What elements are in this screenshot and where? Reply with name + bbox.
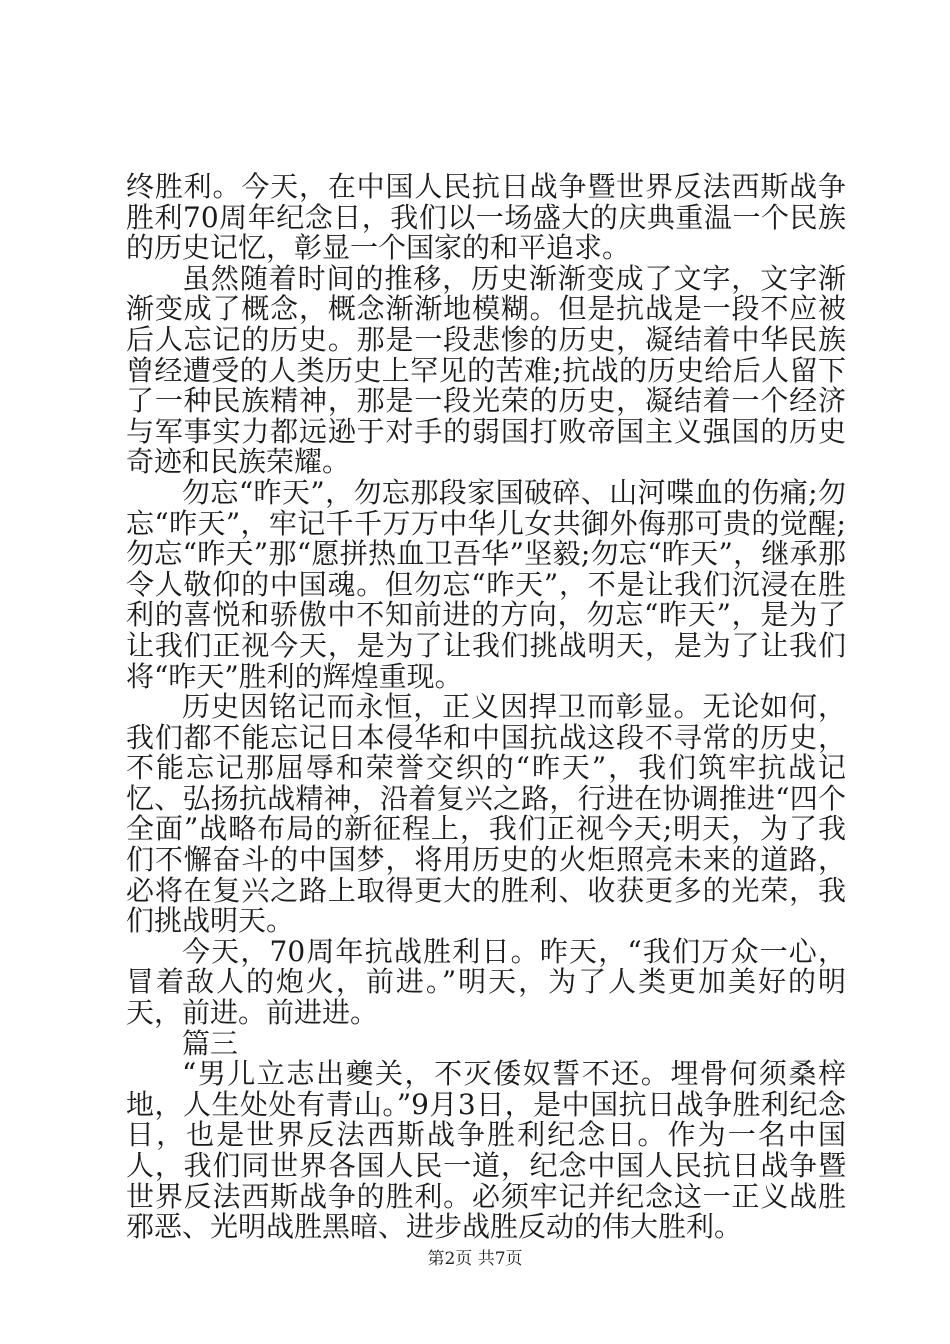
paragraph: 历史因铭记而永恒，正义因捍卫而彰显。无论如何，我们都不能忘记日本侵华和中国抗战这段不寻常的历史，不能忘记那屈辱和荣誉交织的“昨天”，我们筑牢抗战记忆、弘扬抗战精神，沿着复兴之路，行进在协调推进“四个全面”战略布局的新征程上，我们正视今天;明天，为了我们不懈奋斗的中国梦，将用历史的火炬照亮未来的道路，必将在复兴之路上取得更大的胜利、收获更多的光荣，我们挑战明天。	[126, 690, 846, 938]
document-body	[126, 172, 846, 1243]
paragraph: “男儿立志出夔关，不灭倭奴誓不还。埋骨何须桑梓地，人生处处有青山。”9月3日，是中国抗日战争胜利纪念日，也是世界反法西斯战争胜利纪念日。作为一名中国人，我们同世界各国人民一道，纪念中国人民抗日战争暨世界反法西斯战争的胜利。必须牢记并纪念这一正义战胜邪恶、光明战胜黑暗、进步战胜反动的伟大胜利。	[126, 1057, 846, 1244]
paragraph-continued: 终胜利。今天，在中国人民抗日战争暨世界反法西斯战争胜利70周年纪念日，我们以一场盛大的庆典重温一个民族的历史记忆，彰显一个国家的和平追求。	[126, 170, 846, 265]
page-number-label: 第2页 共7页	[427, 1249, 523, 1269]
page-footer	[0, 1244, 950, 1269]
section-heading: 篇三	[182, 1026, 239, 1060]
paragraph: 虽然随着时间的推移，历史渐渐变成了文字，文字渐渐变成了概念，概念渐渐地模糊。但是抗战是一段不应被后人忘记的历史。那是一段悲惨的历史，凝结着中华民族曾经遭受的人类历史上罕见的苦难;抗战的历史给后人留下了一种民族精神，那是一段光荣的历史，凝结着一个经济与军事实力都远逊于对手的弱国打败帝国主义强国的历史奇迹和民族荣耀。	[126, 261, 846, 479]
paragraph: 勿忘“昨天”，勿忘那段家国破碎、山河喋血的伤痛;勿忘“昨天”，牢记千千万万中华儿女共御外侮那可贵的觉醒;勿忘“昨天”那“愿拼热血卫吾华”坚毅;勿忘“昨天”，继承那令人敬仰的中国魂。但勿忘“昨天”，不是让我们沉浸在胜利的喜悦和骄傲中不知前进的方向，勿忘“昨天”，是为了让我们正视今天，是为了让我们挑战明天，是为了让我们将“昨天”胜利的辉煌重现。	[126, 475, 846, 693]
paragraph: 今天，70周年抗战胜利日。昨天，“我们万众一心，冒着敌人的炮火，前进。”明天，为了人类更加美好的明天，前进。前进进。	[126, 934, 846, 1030]
